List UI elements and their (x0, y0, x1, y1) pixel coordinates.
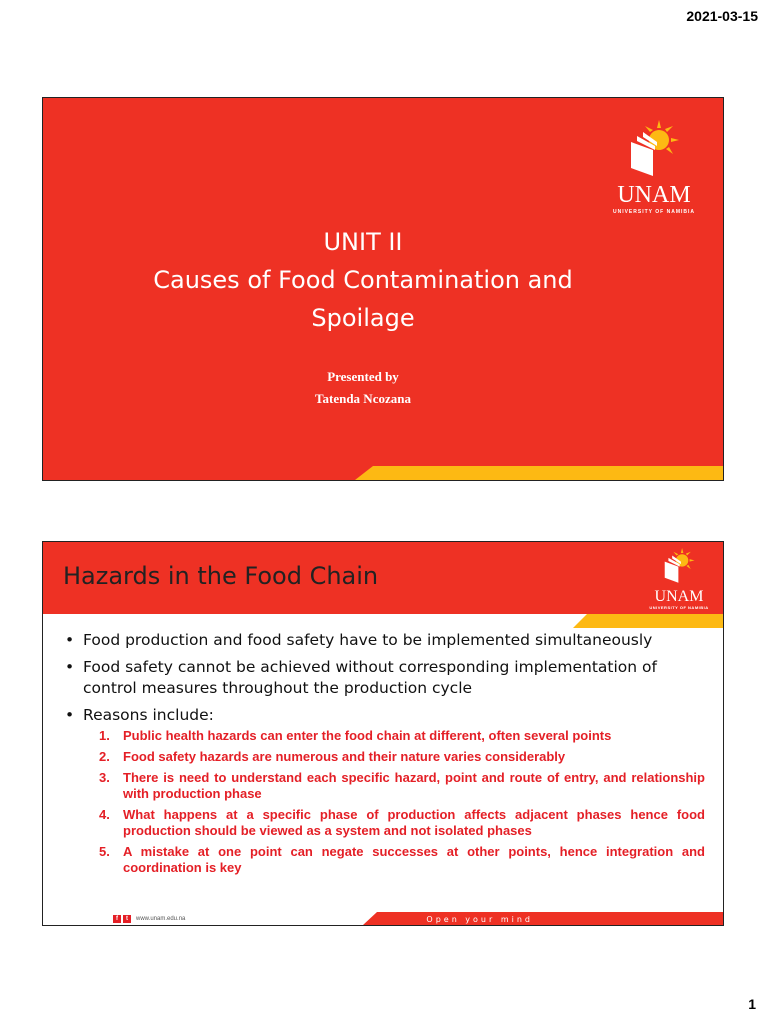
reason-item (99, 844, 705, 876)
unam-sun-book-icon (647, 548, 711, 584)
reason-item (99, 807, 705, 839)
reason-text: Public health hazards can enter the food chain at different, often several points (123, 728, 612, 743)
accent-bar (573, 614, 723, 628)
reason-number: 3. (99, 770, 110, 785)
unam-sun-book-icon (609, 120, 699, 178)
reason-number: 1. (99, 728, 110, 743)
bullet-dot-icon: • (65, 658, 75, 676)
facebook-icon[interactable]: f (113, 915, 121, 923)
slide-title-line: Causes of Food Contamination and (153, 266, 573, 294)
reason-text: What happens at a specific phase of production affects adjacent phases hence food production should be viewed as a system and not isolated phases (123, 807, 705, 838)
bullet-text: Reasons include: (83, 706, 214, 724)
footer-red-bar (363, 912, 723, 925)
bullet-item (65, 657, 705, 699)
unam-logo (647, 548, 711, 610)
reason-number: 4. (99, 807, 110, 822)
slide-title-line: UNIT II (323, 228, 403, 256)
reason-item (99, 770, 705, 802)
presenter-name: Tatenda Ncozana (315, 391, 411, 406)
slide-body (65, 630, 705, 881)
content-slide (42, 541, 724, 926)
reason-text: There is need to understand each specific hazard, point and route of entry, and relationship with production phase (123, 770, 705, 801)
title-slide (42, 97, 724, 481)
unam-logo-subtitle: UNIVERSITY OF NAMIBIA (612, 209, 696, 215)
slide-title-line: Spoilage (311, 304, 415, 332)
bullet-item (65, 705, 705, 726)
bullet-text: Food safety cannot be achieved without corresponding implementation of control measures throughout the production cycle (83, 658, 657, 697)
page-number: 1 (748, 996, 756, 1012)
reason-item (99, 728, 705, 744)
unam-logo-name: UNAM (617, 182, 691, 208)
presenter-block (203, 366, 523, 410)
presented-by-label: Presented by (327, 369, 399, 384)
reason-item (99, 749, 705, 765)
bullet-dot-icon: • (65, 631, 75, 649)
reason-text: Food safety hazards are numerous and their nature varies considerably (123, 749, 566, 764)
slide-title (103, 223, 623, 337)
slide-title: Hazards in the Food Chain (63, 562, 379, 590)
reason-number: 2. (99, 749, 110, 764)
social-links (113, 915, 185, 923)
date-stamp: 2021-03-15 (686, 8, 758, 24)
slide-footer (43, 910, 723, 925)
website-link[interactable]: www.unam.edu.na (136, 916, 186, 922)
twitter-icon[interactable]: t (123, 915, 131, 923)
bullet-dot-icon: • (65, 706, 75, 724)
reasons-list (99, 728, 705, 876)
bullet-text: Food production and food safety have to be implemented simultaneously (83, 631, 653, 649)
reason-text: A mistake at one point can negate successes at other points, hence integration and coordination is key (123, 844, 705, 875)
bullet-item (65, 630, 705, 651)
reason-number: 5. (99, 844, 110, 859)
unam-logo-subtitle: UNIVERSITY OF NAMIBIA (649, 605, 709, 610)
unam-logo-name: UNAM (654, 588, 704, 605)
accent-bar (355, 466, 723, 480)
unam-logo (609, 120, 699, 215)
footer-tagline: Open your mind (426, 915, 533, 924)
